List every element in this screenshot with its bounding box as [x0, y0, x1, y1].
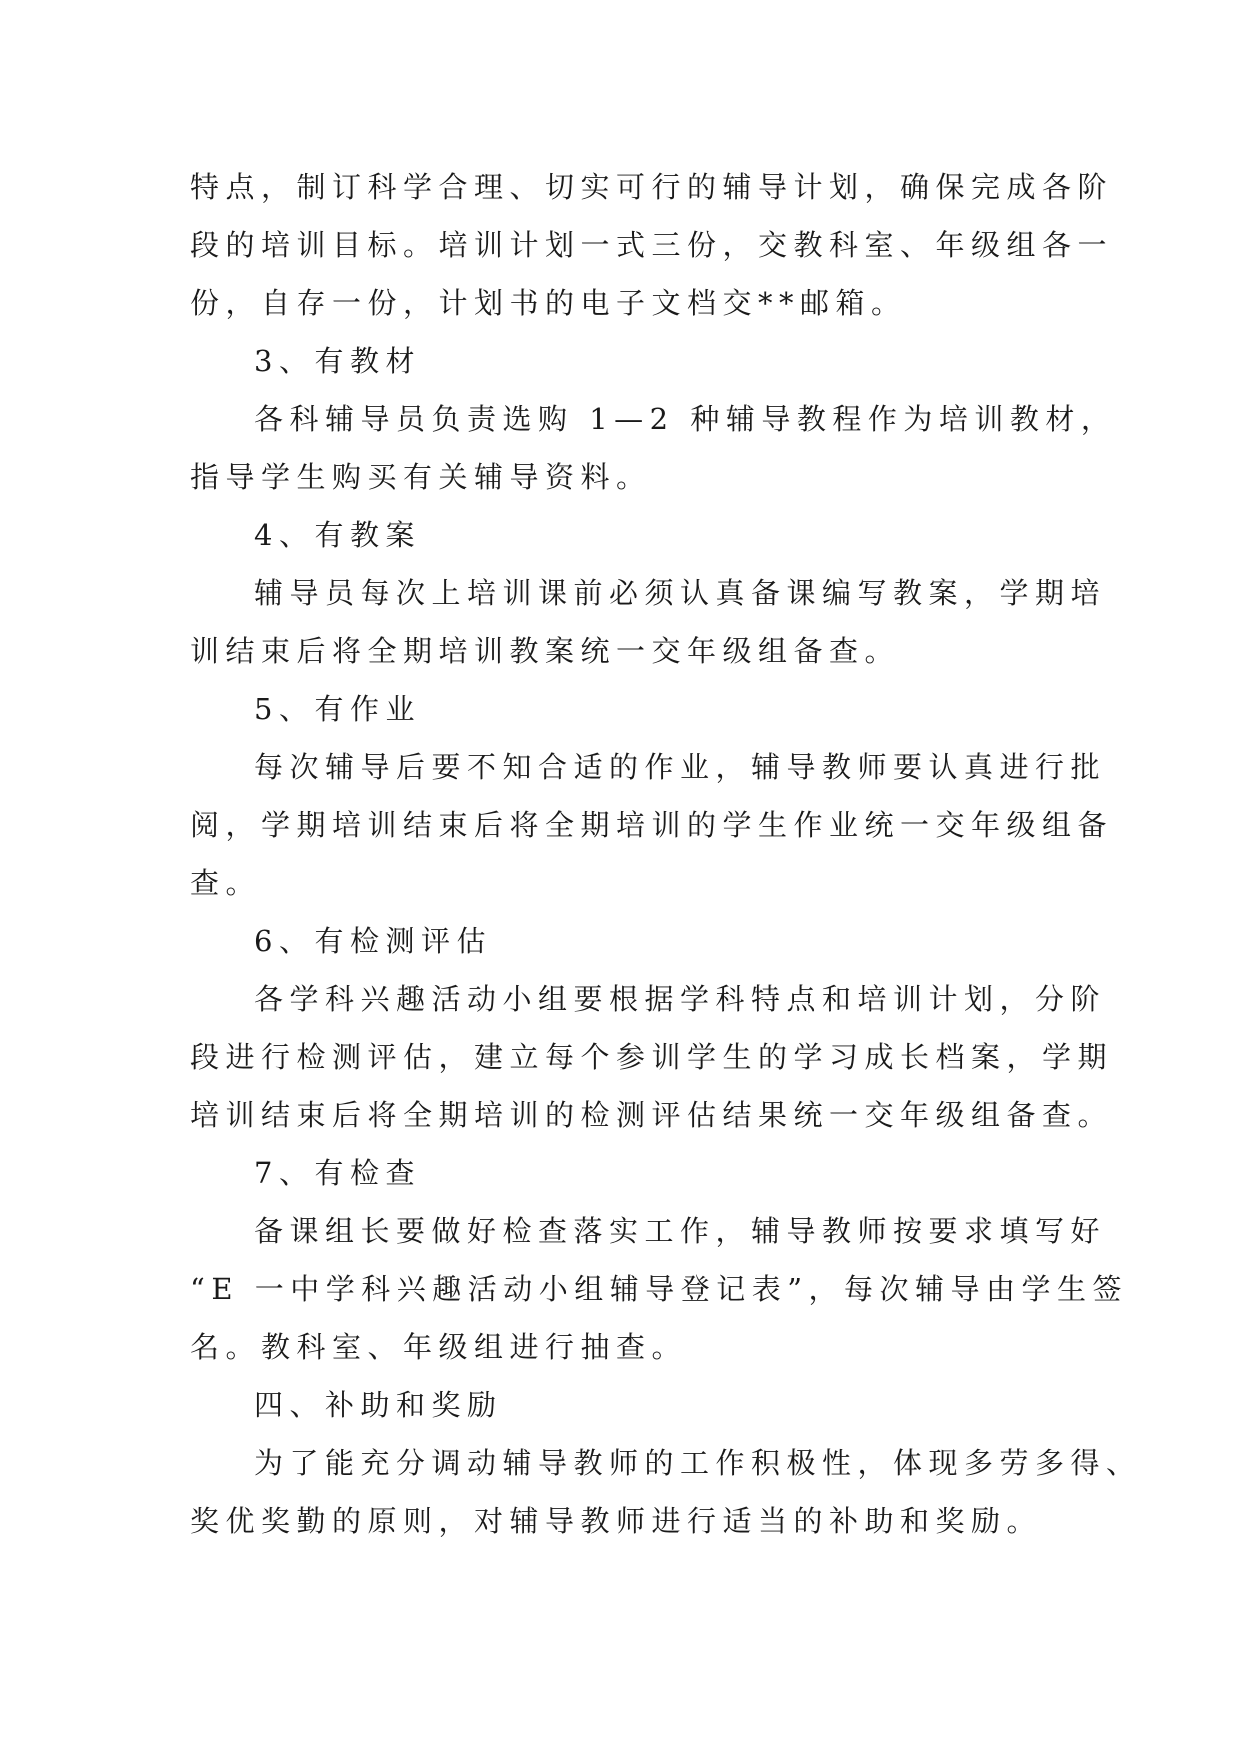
text-line: 指导学生购买有关辅导资料。 [190, 460, 652, 494]
text-line: 辅导员每次上培训课前必须认真备课编写教案，学期培 [254, 576, 1107, 610]
text-line: 段进行检测评估，建立每个参训学生的学习成长档案，学期 [190, 1040, 1114, 1074]
text-line: 备课组长要做好检查落实工作，辅导教师按要求填写好 [254, 1214, 1107, 1248]
section-heading: 6、有检测评估 [254, 924, 492, 958]
text-line: 段的培训目标。培训计划一式三份，交教科室、年级组各一 [190, 228, 1114, 262]
text-line: 训结束后将全期培训教案统一交年级组备查。 [190, 634, 901, 668]
text-line: 奖优奖勤的原则，对辅导教师进行适当的补助和奖励。 [190, 1504, 1043, 1538]
section-heading: 4、有教案 [254, 518, 421, 552]
section-heading: 3、有教材 [254, 344, 421, 378]
section-heading: 7、有检查 [254, 1156, 421, 1190]
text-line: 阅，学期培训结束后将全期培训的学生作业统一交年级组备 [190, 808, 1114, 842]
section-heading: 四、补助和奖励 [254, 1388, 503, 1422]
text-line: 每次辅导后要不知合适的作业，辅导教师要认真进行批 [254, 750, 1107, 784]
text-line: 查。 [190, 866, 262, 900]
text-line: 各学科兴趣活动小组要根据学科特点和培训计划，分阶 [254, 982, 1107, 1016]
text-line: 培训结束后将全期培训的检测评估结果统一交年级组备查。 [190, 1098, 1114, 1132]
text-line: 份，自存一份，计划书的电子文档交**邮箱。 [190, 286, 907, 320]
document-body [190, 158, 1142, 1550]
section-heading: 5、有作业 [254, 692, 421, 726]
text-line: 名。教科室、年级组进行抽查。 [190, 1330, 688, 1364]
text-line: 各科辅导员负责选购 1—2 种辅导教程作为培训教材， [254, 402, 1117, 436]
text-line: “E 一中学科兴趣活动小组辅导登记表”，每次辅导由学生签 [190, 1272, 1129, 1306]
text-line: 特点，制订科学合理、切实可行的辅导计划，确保完成各阶 [190, 170, 1114, 204]
text-line: 为了能充分调动辅导教师的工作积极性，体现多劳多得、 [254, 1446, 1142, 1480]
